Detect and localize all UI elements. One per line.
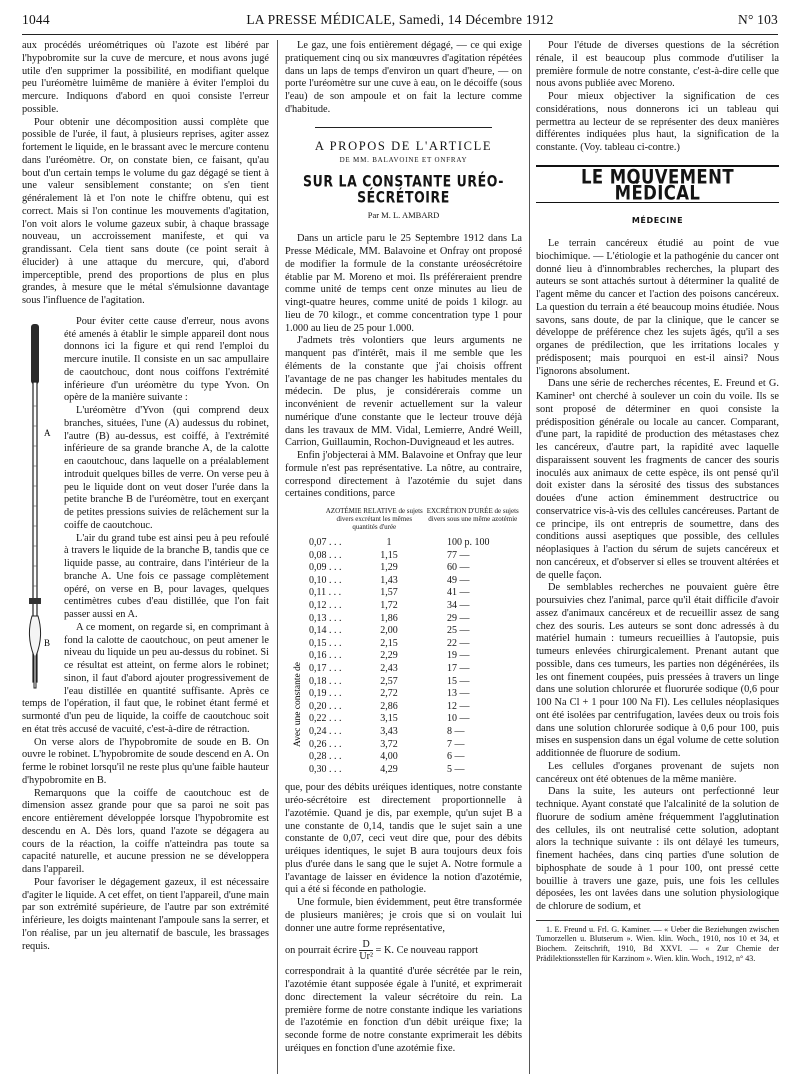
table-row bbox=[299, 701, 522, 714]
azotemia-cell: 4,29 bbox=[380, 763, 398, 775]
paragraph: Une formule, bien évidemment, peut être transformée de plusieurs manières; je crois que si on voulait lui donner une autre forme représentative, bbox=[285, 897, 522, 934]
section-title: LE MOUVEMENT MÉDICAL bbox=[581, 165, 734, 204]
paragraph: Dans une série de recherches récentes, E. Freund et G. Kaminer¹ ont cherché à soulever un coin du voile. Ils se sont proposé de déterminer en quoi consiste la prédisposition générale ou locale au cancer. Comparant, d'une part, la rapidité de production des métastases chez les cancéreux, d'autre part, la rapidité avec laquelle disparaissent souvent les fragments de cancer des souris inoculés aux animaux de cette espèce, ils ont pensé qu'il doit exister dans la sérosité des tissus des substances douées d'une action éminemment destructrice ou conservatrice vis-à-vis des cellules cancéreuses. Partant de ce principe, ils ont entrepris de soumettre, dans des conditions aussi aseptiques que possible, des cellules néoplasiques à l'action du sérum de sujets cancéreux et non cancéreux, et d'observer si elles se trouvent altérées et de quelle façon. bbox=[536, 378, 779, 581]
paragraph: Enfin j'objecterai à MM. Balavoine et Onfray que leur formule n'est pas représentative. La nôtre, au contraire, correspond directement à l'azotémie du sujet dans certaines conditions, parce bbox=[285, 450, 522, 500]
paragraph: Pour l'étude de diverses questions de la sécrétion rénale, il est beaucoup plus commode d'utiliser la première formule de notre constante, c'est-à-dire celle que nous avons publiée avec Moreno. bbox=[536, 40, 779, 90]
column-rule-2 bbox=[529, 40, 530, 1074]
column-3 bbox=[536, 40, 779, 963]
azotemia-cell: 2,57 bbox=[380, 675, 398, 687]
masthead: LA PRESSE MÉDICALE, Samedi, 14 Décembre 1912 bbox=[246, 12, 554, 27]
figure-label-b: B bbox=[44, 637, 51, 648]
constant-cell: 0,11 . . . bbox=[309, 587, 342, 599]
excretion-cell: 77 — bbox=[447, 549, 470, 561]
azotemia-cell: 1,86 bbox=[380, 612, 398, 624]
excretion-cell: 49 — bbox=[447, 574, 470, 586]
table-row bbox=[299, 575, 522, 588]
branch-b-funnel bbox=[29, 616, 40, 688]
column-1 bbox=[22, 40, 269, 953]
table-row bbox=[299, 713, 522, 726]
formula-suffix: = K. Ce nouveau rapport bbox=[375, 945, 479, 957]
constant-cell: 0,14 . . . bbox=[309, 625, 342, 637]
constant-cell: 0,16 . . . bbox=[309, 650, 342, 662]
section-rule bbox=[315, 127, 492, 128]
paragraph: correspondrait à la quantité d'urée sécrétée par le rein, l'azotémie étant supposée égale à l'unité, et exprimerait donc directement la valeur sécrétoire du rein. La première forme de notre constante indique les variations de l'azotémie en fonction d'un débit uréique fixe; la seconde forme de notre constante exprimerait les débits uréiques en fonction d'une azotémie fixe. bbox=[285, 966, 522, 1054]
paragraph: A ce moment, on regarde si, en comprimant à fond la calotte de caoutchouc, on peut amener le niveau du liquide un peu au-dessus du robinet. Si ce résultat est atteint, on ferme alors le robinet; sinon, il faut d'abord ajouter progressivement de l'eau distillée en quantité suffisante. Après ce temps de l'opération, il faut que, le robinet étant fermé et surmonté d'un peu de liquide, la coiffe de caoutchouc soit en état très accusé de vacuité, c'est-à-dire de rétraction. bbox=[22, 621, 269, 735]
azotemia-cell: 3,15 bbox=[380, 713, 398, 725]
table-row bbox=[299, 562, 522, 575]
azotemia-cell: 3,43 bbox=[380, 725, 398, 737]
column-2 bbox=[285, 40, 522, 1056]
constant-cell: 0,15 . . . bbox=[309, 637, 342, 649]
excretion-cell: 34 — bbox=[447, 599, 470, 611]
azotemia-cell: 2,72 bbox=[380, 688, 398, 700]
table-row bbox=[299, 550, 522, 563]
table-row bbox=[299, 650, 522, 663]
paragraph: Pour obtenir une décomposition aussi complète que possible de l'urée, il faut, à plusieurs reprises, agiter assez fortement le liquide, en le brassant avec le mercure contenu dans l'uréomètre. Or, on constate bien, ce faisant, qu'au bout d'un certain temps le volume du gaz dégagé se tient à une valeur sensiblement constante; on s'en tient généralement là et l'on note le chiffre obtenu, qui est correct. Mais si l'on continue les mouvements d'agitation, l'on voit alors le volume gazeux subir, à chaque brassage nouveau, un accroissement manifeste, et qui va grandissant. Cela tient sans doute (ce point serait à élucider) à une attaque du mercure, qui, d'abord imperceptible, prend des proportions de plus en plus grandes, à mesure que le métal s'émulsionne davantage sous l'influence de l'agitation. bbox=[22, 116, 269, 306]
azotemia-cell: 1,15 bbox=[380, 549, 398, 561]
issue-number: N° 103 bbox=[738, 12, 778, 27]
footnote-text: 1. E. Freund u. Frl. G. Kaminer. — « Ueber die Beziehungen zwischen Tumorzellen u. Blutserum ». Wien. klin. Woch., 1910, nos 10 et 34, et Biochem. Zeitschrift, 1910, Bd XXVI. — « Zur Chemie der Prädilektionsstellen für Karzinom ». Wien. klin. Woch., 1912, n° 43. bbox=[536, 924, 779, 963]
constant-cell: 0,30 . . . bbox=[309, 763, 342, 775]
azotemia-cell: 2,43 bbox=[380, 662, 398, 674]
constant-cell: 0,20 . . . bbox=[309, 700, 342, 712]
paragraph: L'uréomètre d'Yvon (qui comprend deux branches, situées, l'une (A) audessus du robinet, l'autre (B) au-dessus, est coiffé, à l'extrémité inférieure de sa grande branche A, de la calotte en caoutchouc, dans laquelle on a préalablement introduit quelques billes de verre. On verse peu à peu le liquide dont on veut doser l'urée dans la petite branche B de l'uréomètre, tout en exerçant de petites pressions suivies de relâchement sur la coiffe de caoutchouc. bbox=[64, 405, 269, 531]
page-header bbox=[22, 12, 778, 32]
table-row bbox=[299, 663, 522, 676]
article-title: A PROPOS DE L'ARTICLE bbox=[314, 138, 493, 153]
table-row bbox=[299, 625, 522, 638]
excretion-cell: 12 — bbox=[447, 700, 470, 712]
constant-cell: 0,08 . . . bbox=[309, 549, 342, 561]
azotemia-cell: 1,43 bbox=[380, 574, 398, 586]
azotemia-cell: 4,00 bbox=[380, 751, 398, 763]
constant-cell: 0,18 . . . bbox=[309, 675, 342, 687]
svg-text:Avec une constante de: Avec une constante de bbox=[293, 661, 303, 747]
excretion-cell: 25 — bbox=[447, 625, 470, 637]
paragraph: J'admets très volontiers que leurs arguments ne manquent pas d'intérêt, mais il me semble que les éléments de la constante que j'ai choisis offrent l'avantage de ne pas changer les habitudes mentales du médecin. De plus, je considérerais comme un inconvénient de revenir actuellement sur la valeur numérique d'une constante que le lecteur trouve déjà dans les travaux de MM. Vidal, Lemierre, André Weill, Carrion, Guillaumin, Rochon-Duvigneaud et les autres. bbox=[285, 335, 522, 449]
rubber-cap bbox=[31, 324, 39, 384]
column-rule-1 bbox=[277, 40, 278, 1074]
paragraph: L'air du grand tube est ainsi peu à peu refoulé à travers le liquide de la branche B, tandis que ce liquide passe, au contraire, dans l'intérieur de la branche A. Une fois ce passage complètement opéré, on verse en B, pour lavages, quelques centimètres cubes d'eau distillée, que l'on fait passer aussi en A. bbox=[64, 532, 269, 620]
table-header-col1: AZOTÉMIE RELATIVE de sujets divers excrétant les mêmes quantités d'urée bbox=[325, 507, 423, 531]
excretion-cell: 13 — bbox=[447, 688, 470, 700]
formula-fraction: $\frac{D}{\text{Ur²}}$ bbox=[359, 939, 373, 963]
constant-cell: 0,17 . . . bbox=[309, 662, 342, 674]
paragraph: Le terrain cancéreux étudié au point de vue biochimique. — L'étiologie et la pathogénie du cancer ont donné lieu à d'innombrables recherches, la plupart des auteurs se sont attachés surtout à déterminer la qualité de l'agent même du cancer et l'action des poisons cancéreux. La question du terrain a été beaucoup moins étudiée. Nous savons, sans doute, de par la clinique, que le cancer se développe de préférence chez les sujets âgés, qu'il a ses organes de prédilection, que les irritations locales y prédisposent; mais pourquoi en est-il ainsi? Nous l'ignorons absolument. bbox=[536, 238, 779, 377]
constant-cell: 0,22 . . . bbox=[309, 713, 342, 725]
constant-cell: 0,24 . . . bbox=[309, 725, 342, 737]
azotemia-cell: 1 bbox=[386, 537, 392, 548]
paragraph: que, pour des débits uréiques identiques, notre constante uréo-sécrétoire est directement proportionnelle à l'azotémie. Quand je dis, par exemple, qu'un sujet B a une constante de 0,14, tandis que le sujet sain a une constante de 0,07, ceci veut dire que, pour des débits uréiques identiques, le sujet B aura toujours deux fois plus d'urée dans le sang que le sujet A. Notre formule a l'avantage de laisser en évidence la notion d'azotémie, qui a été si féconde en pathologie. bbox=[285, 782, 522, 896]
figure-label-a: A bbox=[44, 427, 51, 438]
constant-table bbox=[285, 507, 522, 776]
excretion-cell: 17 — bbox=[447, 662, 470, 674]
azotemia-cell: 2,86 bbox=[380, 700, 398, 712]
footnote bbox=[536, 920, 779, 963]
excretion-cell: 41 — bbox=[447, 587, 470, 599]
constant-cell: 0,09 . . . bbox=[309, 562, 342, 574]
excretion-cell: 6 — bbox=[447, 751, 465, 763]
paragraph: Dans la suite, les auteurs ont perfectionné leur technique. Ayant constaté que l'alcalinité de la solution de fluorure de sodium amène fréquemment l'agglutination des cellules, ils ont neutralisé cette solution, adoptant alors la technique suivante : ils ont délayé les tumeurs, finement hachées, dans cinq parties d'une solution de biphosphate de soude à 1 pour 100, ont pressé cette bouillie à travers une gaze, puis, une fois les cellules déposées, les ont lavées dans une solution physiologique de chlorure de sodium, et bbox=[536, 786, 779, 912]
table-row bbox=[299, 688, 522, 701]
paragraph: Remarquons que la coiffe de caoutchouc est de dimension assez grande pour que sa paroi ne soit pas encore entièrement développée lorsque l'hypobromite est descendu en A. Dès lors, quand l'azote se dégagera au cours de la réaction, la coiffe n'atteindra pas toute sa capacité naturelle, et aucune pression ne se développera dans l'appareil. bbox=[22, 787, 269, 875]
azotemia-cell: 1,57 bbox=[380, 587, 398, 599]
table-body bbox=[299, 537, 522, 776]
header-rule bbox=[22, 34, 778, 35]
paragraph: On verse alors de l'hypobromite de soude en B. On ouvre le robinet. L'hypobromite de soude descend en A. On ferme le robinet lorsqu'il ne reste plus qu'une faible hauteur d'hypobromite en B. bbox=[22, 736, 269, 786]
table-row bbox=[299, 587, 522, 600]
constant-cell: 0,13 . . . bbox=[309, 612, 342, 624]
paragraph: Pour favoriser le dégagement gazeux, il est nécessaire d'agiter le liquide. A cet effet, on tient l'appareil, d'une main par son extrémité supérieure, de l'autre par son extrémité inférieure, les doigts maintenant l'ampoule sans la serrer, et l'on réalise, par un jeu alternatif de bascule, les brassages requis. bbox=[22, 876, 269, 952]
azotemia-cell: 3,72 bbox=[380, 738, 398, 750]
page-number: 1044 bbox=[22, 12, 50, 27]
table-row bbox=[299, 739, 522, 752]
excretion-cell: 15 — bbox=[447, 675, 470, 687]
table-row bbox=[299, 600, 522, 613]
excretion-cell: 100 p. 100 bbox=[447, 537, 490, 548]
azotemia-cell: 2,29 bbox=[380, 650, 398, 662]
stopcock bbox=[29, 598, 41, 604]
table-side-label bbox=[291, 597, 303, 757]
azotemia-cell: 2,00 bbox=[380, 625, 398, 637]
table-row bbox=[299, 676, 522, 689]
excretion-cell: 10 — bbox=[447, 713, 470, 725]
constant-cell: 0,07 . . . bbox=[309, 537, 342, 548]
article-subtitle: DE MM. BALAVOINE ET ONFRAY bbox=[339, 156, 468, 165]
azotemia-cell: 1,29 bbox=[380, 562, 398, 574]
table-row bbox=[299, 613, 522, 626]
article-headline: SUR LA CONSTANTE URÉO-SÉCRÉTOIRE bbox=[302, 171, 505, 206]
paragraph: Le gaz, une fois entièrement dégagé, — ce qui exige pratiquement cinq ou six manœuvres d'agitation répétées dans un laps de temps d'environ un quart d'heure, — on porte l'uréomètre sur une cuve à eau, on le décoiffe (sous l'eau) de son ampoule et on fait la lecture comme d'habitude. bbox=[285, 40, 522, 115]
paragraph: Pour éviter cette cause d'erreur, nous avons été amenés à établir le simple appareil dont nous donnons ici la figure et qui rend l'emploi du mercure inutile. Il consiste en un sac ampullaire de caoutchouc, dont nous coiffons l'extrémité inférieure d'un uréomètre du type Yvon. On opère de la manière suivante : bbox=[64, 315, 269, 404]
excretion-cell: 60 — bbox=[447, 562, 470, 574]
table-row bbox=[299, 638, 522, 651]
section-subtitle: MÉDECINE bbox=[631, 216, 684, 226]
excretion-cell: 19 — bbox=[447, 650, 470, 662]
constant-cell: 0,12 . . . bbox=[309, 599, 342, 611]
excretion-cell: 8 — bbox=[447, 725, 465, 737]
constant-cell: 0,26 . . . bbox=[309, 738, 342, 750]
table-row bbox=[299, 751, 522, 764]
azotemia-cell: 1,72 bbox=[380, 599, 398, 611]
section-heading-box bbox=[536, 165, 779, 204]
paragraph: Dans un article paru le 25 Septembre 1912 dans La Presse Médicale, MM. Balavoine et Onfray ont proposé de modifier la formule de la constante uréosécrétoire établie par M. Moreno et moi. Ils préféreraient prendre comme unité de temps cent onze minutes au lieu de vingt-quatre heures, comme unité de poids 1 kilogr. au lieu de 70 kilogr., et comme concentration type 1 pour 1.000 au lieu de 25 pour 1.000. bbox=[285, 233, 522, 334]
constant-cell: 0,10 . . . bbox=[309, 574, 342, 586]
constant-cell: 0,19 . . . bbox=[309, 688, 342, 700]
table-row bbox=[299, 726, 522, 739]
table-row bbox=[299, 537, 522, 550]
paragraph: Les cellules d'organes provenant de sujets non cancéreux ont été obtenues de la même manière. bbox=[536, 760, 779, 785]
paragraph: De semblables recherches ne pouvaient guère être poursuivies chez l'animal, parce qu'il était difficile d'avoir assez d'animaux cancéreux et de recueillir assez de sang chez des souris. Les auteurs se sont donc adressés à du matériel humain : tumeurs recueillies à l'autopsie, puis tumeurs enlevées chirurgicalement. Prenant autant que possible, dans ces tumeurs, les parties non dégénérées, ils les ont finement coupées, puis pressées à travers un linge dans une solution chlorurée et fluorurée sodique (0,6 pour 100 Na Cl + 1 pour 100 Na Fl). Les cellules néoplasiques ont été isolées par centrifugation, lavées deux ou trois fois dans une solution chlorurée sodique à 0,6 pour 100, puis mises en suspension dans un égal volume de cette solution additionnée de fluorure de sodium. bbox=[536, 582, 779, 759]
paragraph: aux procédés uréométriques où l'azote est libéré par l'hypobromite sur la cuve de mercure, et nous avons jugé utile d'en supprimer la possibilité, en modifiant quelque peu l'uréomètre luimême de manière à éviter l'emploi du mercure. Indiquons d'abord en quoi consiste l'erreur possible. bbox=[22, 40, 269, 115]
paragraph: Pour mieux objectiver la signification de ces considérations, nous donnerons ici un tableau qui permettra au lecteur de se représenter des deux manières différentes indiquées plus haut, la signification de la constante. (Voy. tableau ci-contre.) bbox=[536, 91, 779, 153]
ureometer-figure bbox=[22, 316, 58, 698]
article-author: Par M. L. AMBARD bbox=[367, 209, 440, 220]
constant-cell: 0,28 . . . bbox=[309, 751, 342, 763]
table-row bbox=[299, 764, 522, 777]
table-header bbox=[325, 507, 522, 531]
table-header-col2: EXCRÉTION D'URÉE de sujets divers sous une même azotémie bbox=[426, 507, 519, 523]
excretion-cell: 22 — bbox=[447, 637, 470, 649]
formula-prefix: on pourrait écrire bbox=[285, 945, 357, 957]
excretion-cell: 7 — bbox=[447, 738, 465, 750]
excretion-cell: 5 — bbox=[447, 763, 465, 775]
azotemia-cell: 2,15 bbox=[380, 637, 398, 649]
excretion-cell: 29 — bbox=[447, 612, 470, 624]
formula-line bbox=[285, 939, 522, 962]
